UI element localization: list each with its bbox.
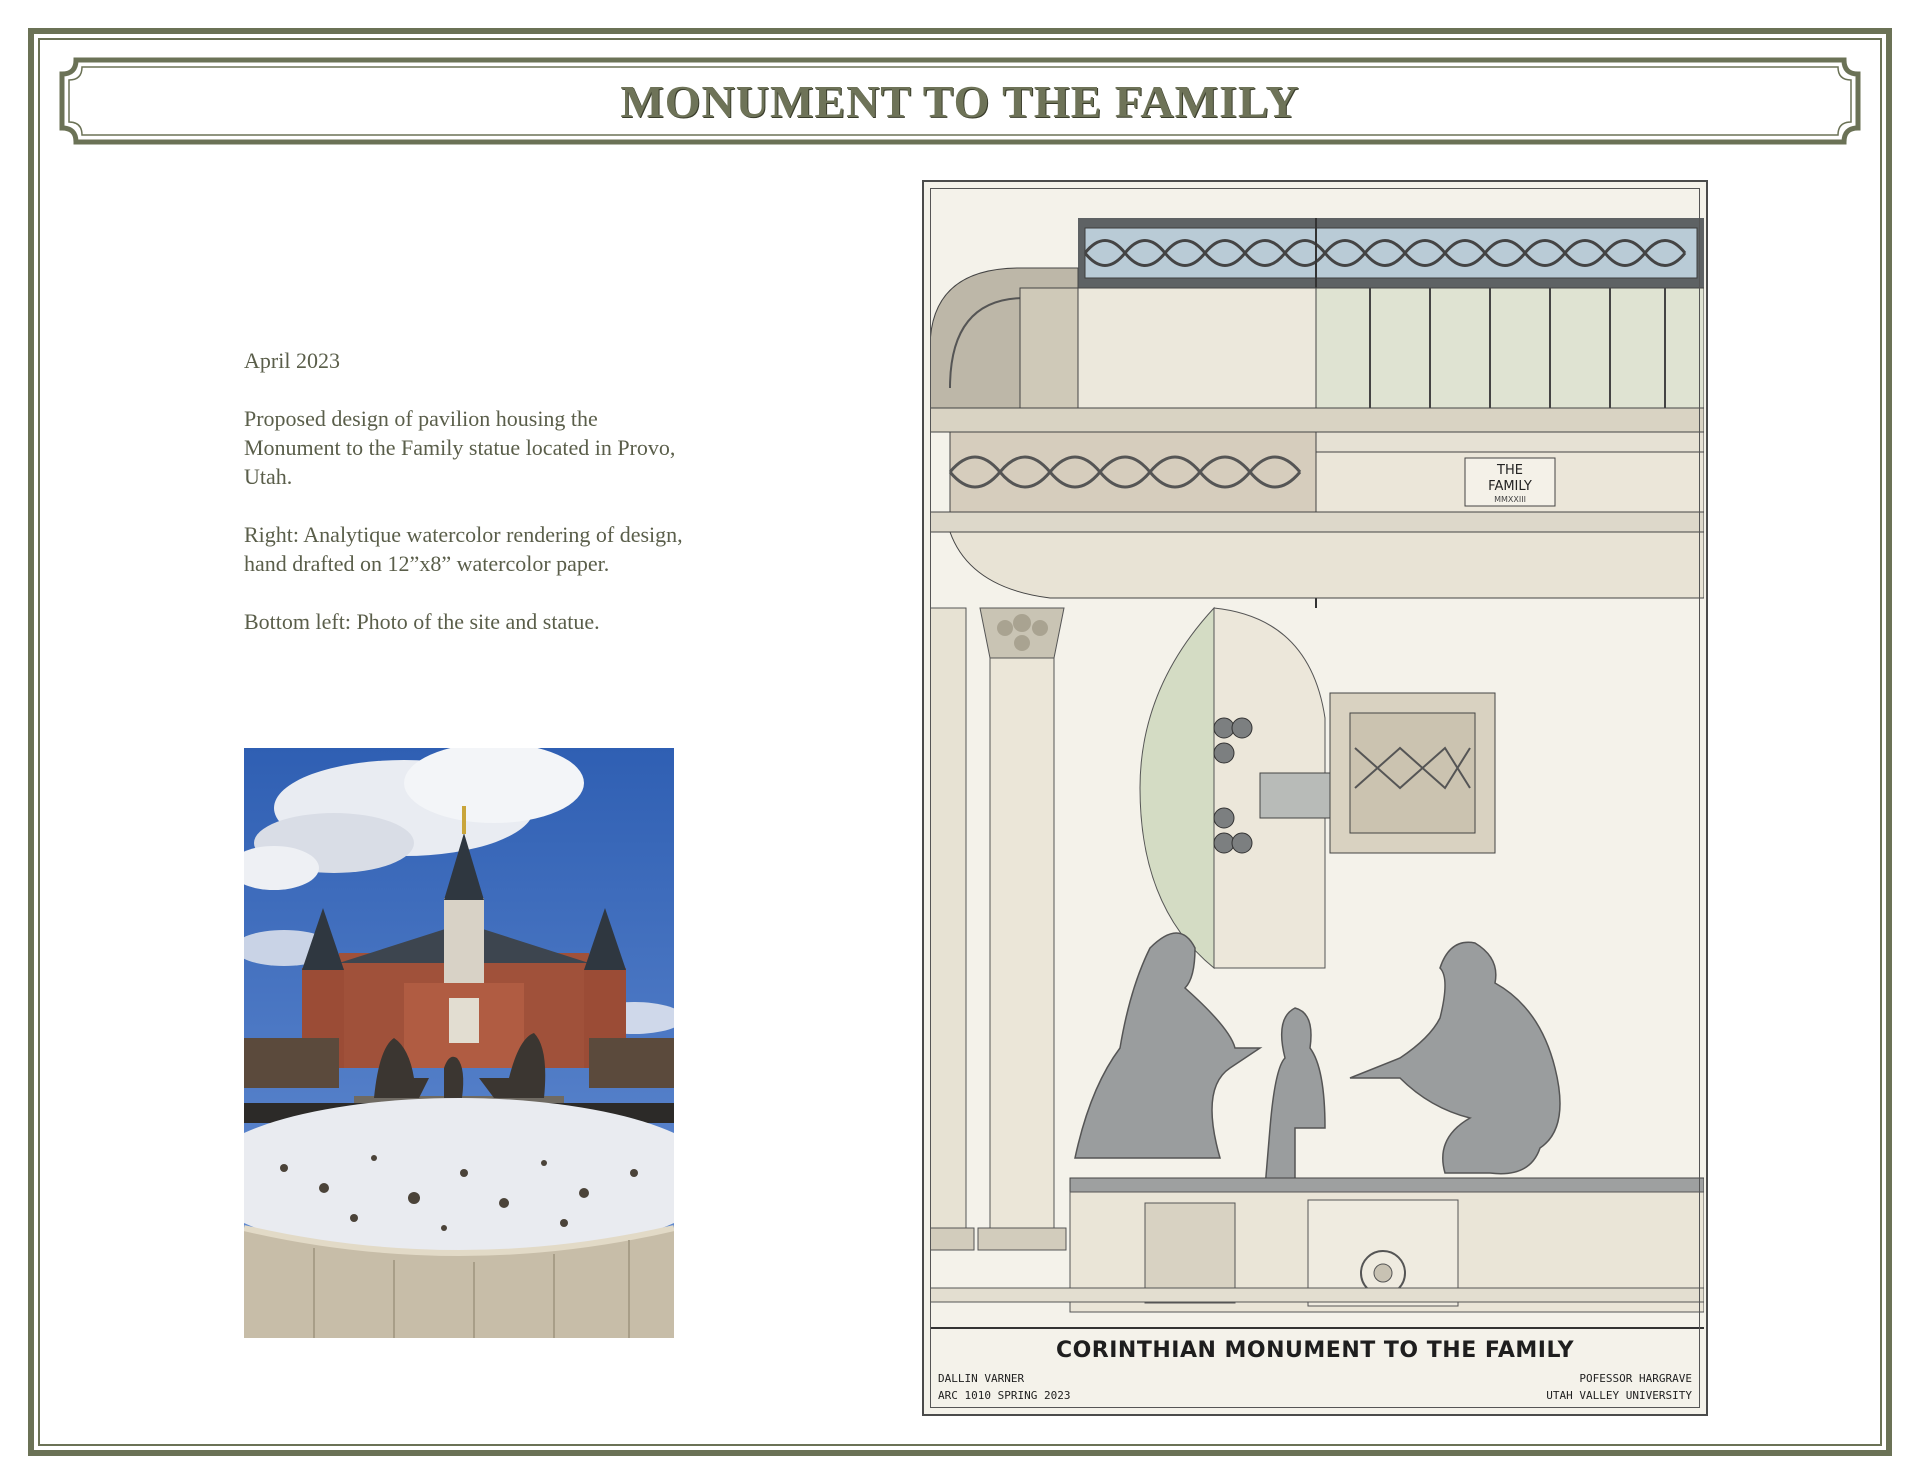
site-photo-image <box>244 748 674 1338</box>
inscription-family: FAMILY <box>1488 479 1532 494</box>
inscription-year: MMXXIII <box>1494 495 1526 504</box>
site-photo <box>244 748 674 1338</box>
rendering-caption: CORINTHIAN MONUMENT TO THE FAMILY <box>1055 1338 1575 1363</box>
rendering-inner-border <box>930 188 1700 1408</box>
title-banner <box>58 56 1862 146</box>
description-paragraph-photo: Bottom left: Photo of the site and statue. <box>244 609 600 634</box>
course-name: ARC 1010 SPRING 2023 <box>938 1389 1071 1402</box>
professor-name: POFESSOR HARGRAVE <box>1579 1372 1692 1385</box>
page-title: MONUMENT TO THE FAMILY <box>620 75 1300 127</box>
description-paragraph-rendering: Right: Analytique watercolor rendering of design, hand drafted on 12”x8” watercolor paper. <box>244 522 683 576</box>
author-name: DALLIN VARNER <box>938 1372 1025 1385</box>
watercolor-rendering <box>922 180 1708 1416</box>
signature-left <box>938 1370 1070 1404</box>
inscription-the: THE <box>1497 463 1523 478</box>
description-block <box>244 346 684 665</box>
school-name: UTAH VALLEY UNIVERSITY <box>1546 1389 1692 1402</box>
description-paragraph-proposal: Proposed design of pavilion housing the Monument to the Family statue located in Provo, Utah. <box>244 406 676 489</box>
signature-right <box>1546 1370 1692 1404</box>
description-date: April 2023 <box>244 348 340 373</box>
